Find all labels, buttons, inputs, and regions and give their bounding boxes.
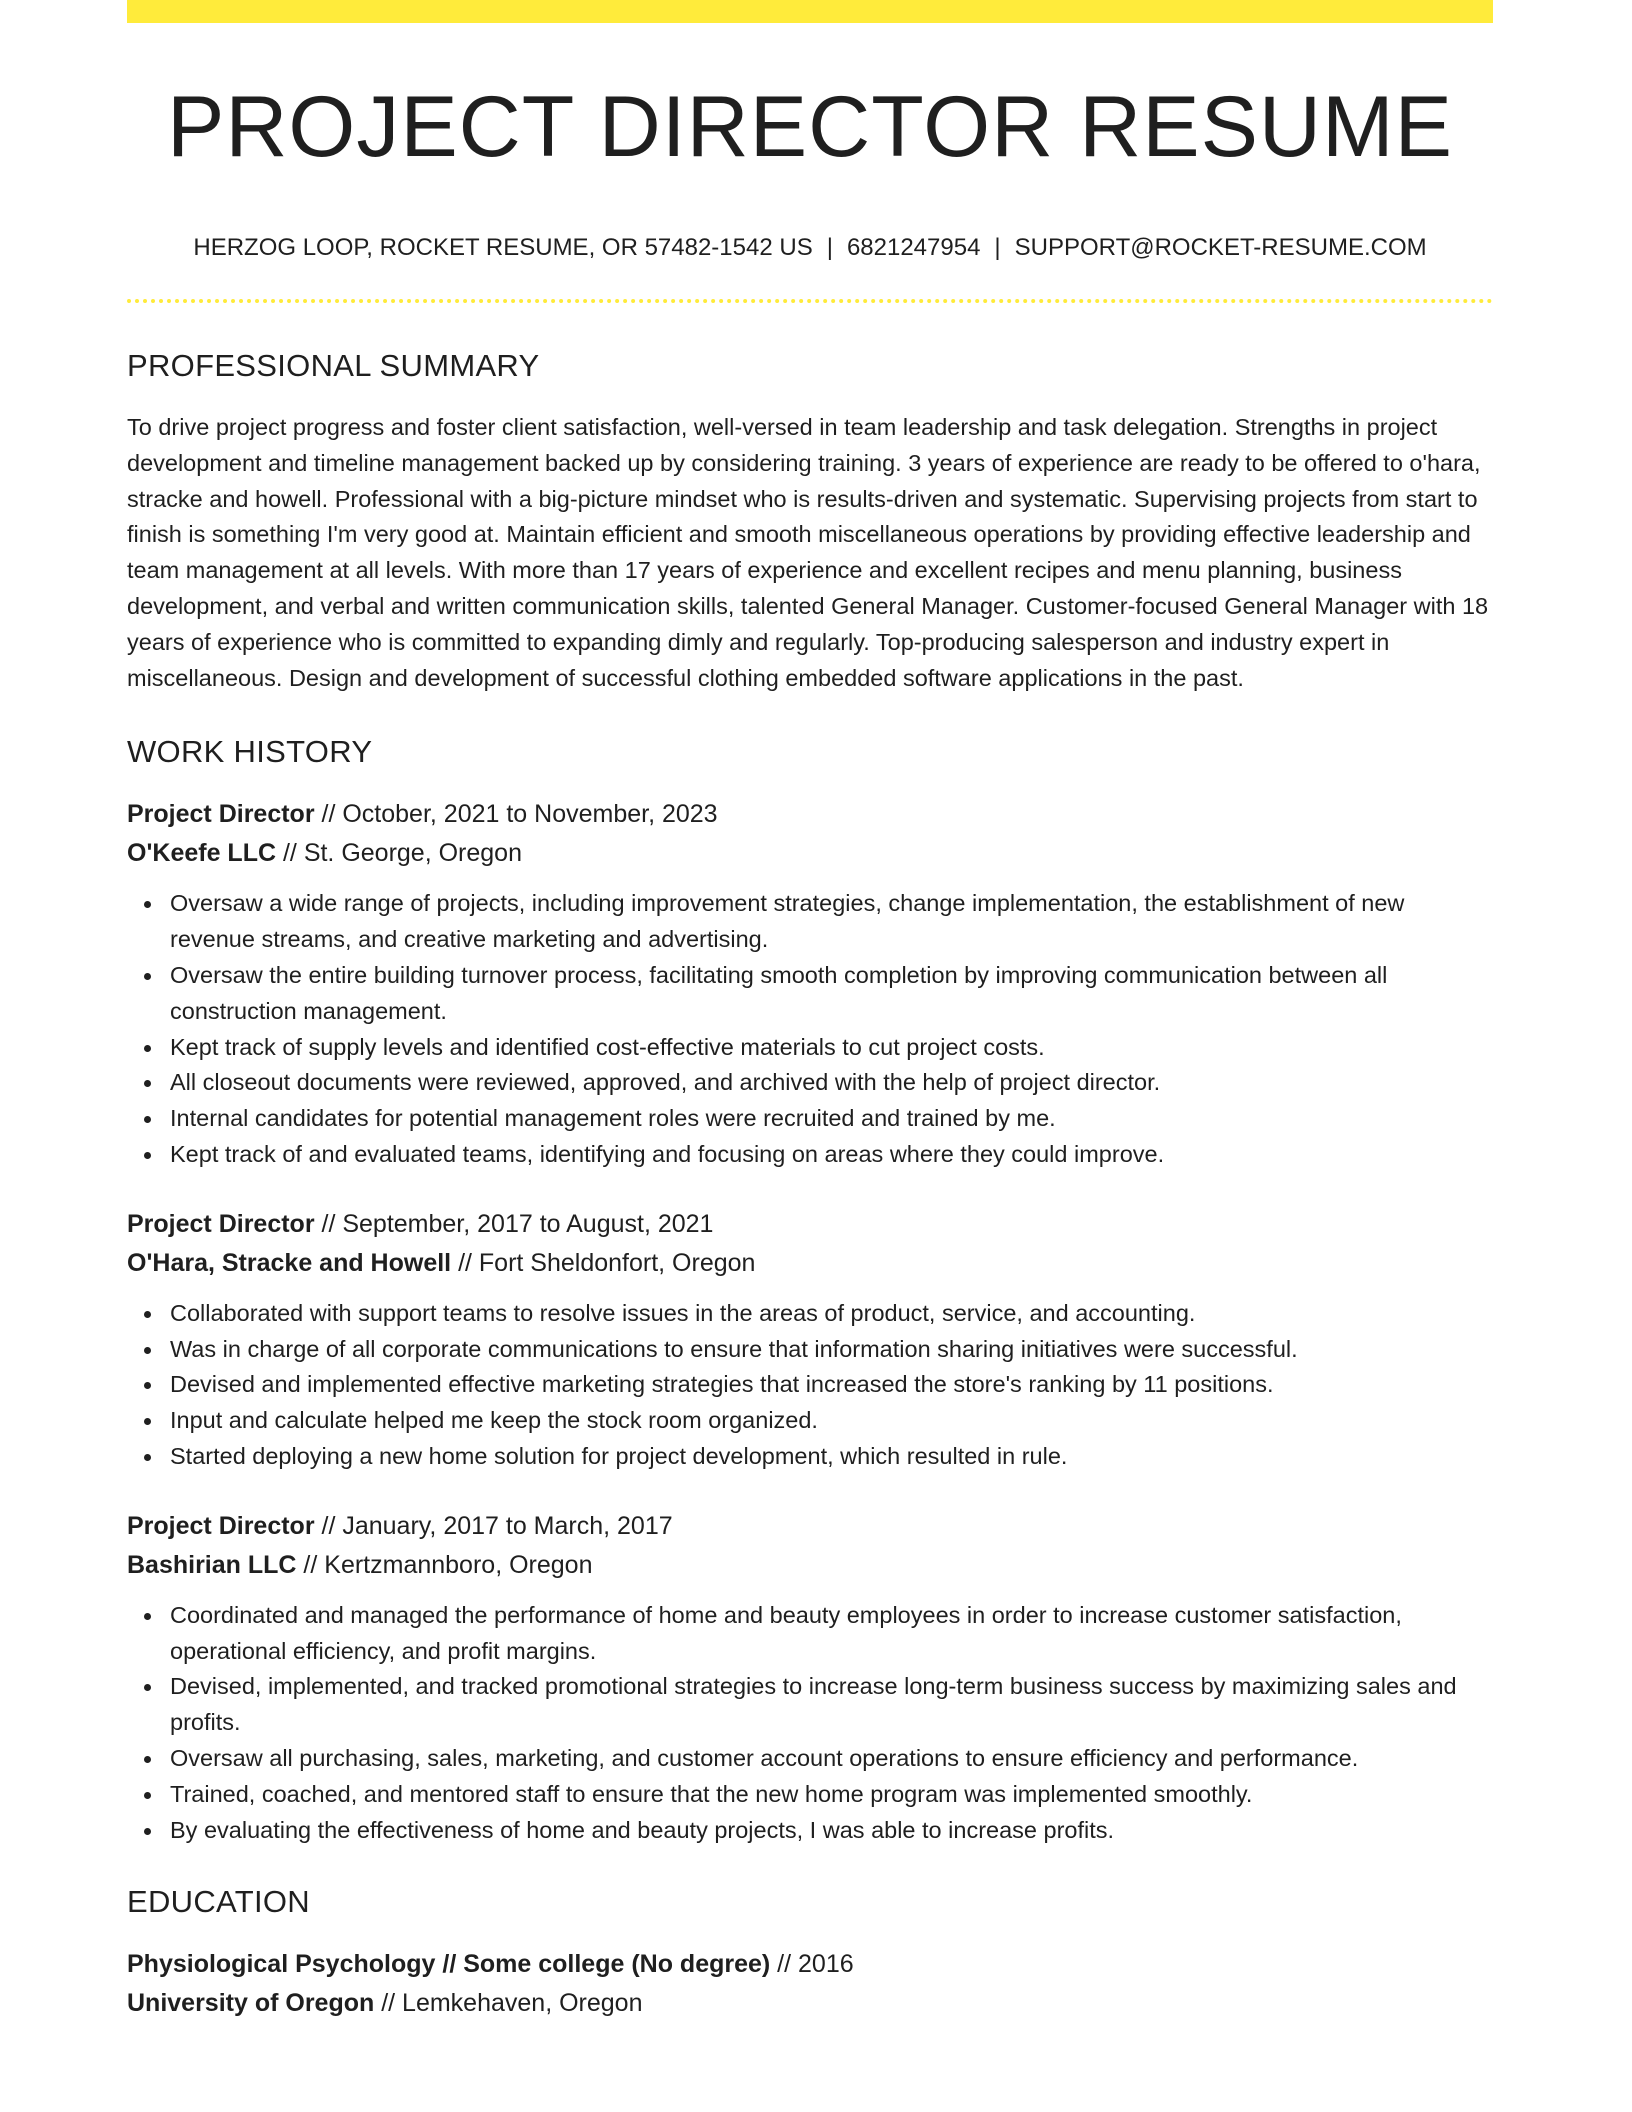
job-title: Project Director	[127, 1209, 315, 1238]
bullet-dot-icon	[144, 1792, 151, 1799]
job-title: Project Director	[127, 800, 315, 829]
bullet-text: Oversaw all purchasing, sales, marketing, and customer account operations to ensure efficiency and performance.	[170, 1744, 1359, 1771]
summary-text: To drive project progress and foster client satisfaction, well-versed in team leadership and task delegation. Strengths in project development and timeline management backed up by considering training. 3 years of experience are ready to be offered to o'hara, stracke and howell. Professional with a big-picture mindset who is results-driven and systematic. Supervising projects from start to finish is something I'm very good at. Maintain efficient and smooth miscellaneous operations by providing effective leadership and team management at all levels. With more than 17 years of experience and excellent recipes and menu planning, business development, and verbal and written communication skills, talented General Manager. Customer-focused General Manager with 18 years of experience who is committed to expanding dimly and regularly. Top-producing salesperson and industry expert in miscellaneous. Design and development of successful clothing embedded software applications in the past.	[127, 414, 1489, 691]
bullet-dot-icon	[144, 1080, 151, 1087]
dotted-divider	[127, 299, 1493, 303]
bullet-text: Was in charge of all corporate communications to ensure that information sharing initiatives were successful.	[170, 1335, 1298, 1362]
bullet-text: Devised, implemented, and tracked promotional strategies to increase long-term business success by maximizing sales and profits.	[170, 1673, 1457, 1736]
bullet-dot-icon	[144, 1454, 151, 1461]
bullet-item	[170, 1777, 1493, 1813]
education-entry	[127, 1945, 1493, 2023]
accent-bar	[127, 0, 1493, 23]
bullet-dot-icon	[144, 901, 151, 908]
job-entry	[127, 1507, 1493, 1849]
bullet-item	[170, 1403, 1493, 1439]
bullet-item	[170, 1296, 1493, 1332]
job-dates: // October, 2021 to November, 2023	[314, 800, 718, 829]
bullet-dot-icon	[144, 1347, 151, 1354]
bullet-dot-icon	[144, 1116, 151, 1123]
job-company-line	[127, 834, 1493, 873]
job-bullets	[127, 1296, 1493, 1475]
bullet-item	[170, 1813, 1493, 1849]
job-title-line	[127, 795, 1493, 834]
contact-email: SUPPORT@ROCKET-RESUME.COM	[1014, 234, 1427, 261]
bullet-text: Input and calculate helped me keep the stock room organized.	[170, 1407, 818, 1434]
bullet-dot-icon	[144, 1045, 151, 1052]
education-location: // Lemkehaven, Oregon	[374, 1989, 643, 2018]
bullet-dot-icon	[144, 1684, 151, 1691]
job-location: // St. George, Oregon	[276, 839, 522, 868]
bullet-item	[170, 886, 1493, 958]
bullet-text: Devised and implemented effective marketing strategies that increased the store's ranking by 11 positions.	[170, 1371, 1274, 1398]
resume-page	[127, 0, 1493, 2023]
bullet-dot-icon	[144, 1418, 151, 1425]
contact-separator: |	[826, 234, 833, 261]
education-year: // 2016	[770, 1950, 854, 1979]
contact-address: HERZOG LOOP, ROCKET RESUME, OR 57482-1542 US	[193, 234, 813, 261]
job-dates: // January, 2017 to March, 2017	[314, 1511, 673, 1540]
job-company: Bashirian LLC	[127, 1550, 297, 1579]
bullet-text: Internal candidates for potential management roles were recruited and trained by me.	[170, 1105, 1056, 1132]
bullet-item	[170, 1065, 1493, 1101]
job-title: Project Director	[127, 1511, 315, 1540]
bullet-text: By evaluating the effectiveness of home and beauty projects, I was able to increase profits.	[170, 1816, 1115, 1843]
job-location: // Kertzmannboro, Oregon	[296, 1550, 593, 1579]
bullet-text: Kept track of supply levels and identified cost-effective materials to cut project costs.	[170, 1033, 1045, 1060]
bullet-item	[170, 1669, 1493, 1741]
bullet-text: Oversaw a wide range of projects, including improvement strategies, change implementation, the establishment of new revenue streams, and creative marketing and advertising.	[170, 890, 1405, 953]
contact-separator: |	[994, 234, 1001, 261]
job-entry	[127, 795, 1493, 1172]
job-company-line	[127, 1546, 1493, 1585]
bullet-item	[170, 958, 1493, 1030]
resume-title: PROJECT DIRECTOR RESUME	[166, 79, 1454, 175]
bullet-text: All closeout documents were reviewed, approved, and archived with the help of project director.	[170, 1069, 1161, 1096]
bullet-text: Collaborated with support teams to resolve issues in the areas of product, service, and accounting.	[170, 1299, 1196, 1326]
job-dates: // September, 2017 to August, 2021	[314, 1209, 714, 1238]
bullet-item	[170, 1741, 1493, 1777]
bullet-item	[170, 1598, 1493, 1670]
bullet-dot-icon	[144, 1613, 151, 1620]
contact-phone: 6821247954	[846, 234, 981, 261]
work-history-heading: WORK HISTORY	[127, 734, 373, 770]
job-entry	[127, 1205, 1493, 1475]
bullet-dot-icon	[144, 973, 151, 980]
bullet-item	[170, 1030, 1493, 1066]
education-degree-line	[127, 1945, 1493, 1984]
bullet-dot-icon	[144, 1311, 151, 1318]
bullet-dot-icon	[144, 1152, 151, 1159]
bullet-item	[170, 1137, 1493, 1173]
contact-line	[127, 236, 1493, 260]
bullet-item	[170, 1367, 1493, 1403]
education-school-line	[127, 1984, 1493, 2023]
job-title-line	[127, 1507, 1493, 1546]
bullet-text: Oversaw the entire building turnover process, facilitating smooth completion by improving communication between all construction management.	[170, 961, 1388, 1024]
bullet-dot-icon	[144, 1828, 151, 1835]
bullet-text: Kept track of and evaluated teams, identifying and focusing on areas where they could improve.	[170, 1140, 1165, 1167]
job-location: // Fort Sheldonfort, Oregon	[451, 1248, 756, 1277]
education-heading: EDUCATION	[127, 1884, 310, 1920]
job-company: O'Keefe LLC	[127, 839, 277, 868]
education-degree: Physiological Psychology // Some college (No degree)	[127, 1950, 771, 1979]
bullet-item	[170, 1332, 1493, 1368]
job-bullets	[127, 1598, 1493, 1849]
job-bullets	[127, 886, 1493, 1172]
bullet-dot-icon	[144, 1382, 151, 1389]
bullet-dot-icon	[144, 1756, 151, 1763]
bullet-item	[170, 1439, 1493, 1475]
job-title-line	[127, 1205, 1493, 1244]
bullet-text: Trained, coached, and mentored staff to ensure that the new home program was implemented smoothly.	[170, 1780, 1253, 1807]
bullet-item	[170, 1101, 1493, 1137]
summary-heading: PROFESSIONAL SUMMARY	[127, 348, 540, 383]
job-company: O'Hara, Stracke and Howell	[127, 1248, 452, 1277]
bullet-text: Coordinated and managed the performance of home and beauty employees in order to increase customer satisfaction, operational efficiency, and profit margins.	[170, 1601, 1402, 1664]
job-company-line	[127, 1244, 1493, 1283]
education-school: University of Oregon	[127, 1989, 375, 2018]
bullet-text: Started deploying a new home solution for project development, which resulted in rule.	[170, 1442, 1068, 1469]
